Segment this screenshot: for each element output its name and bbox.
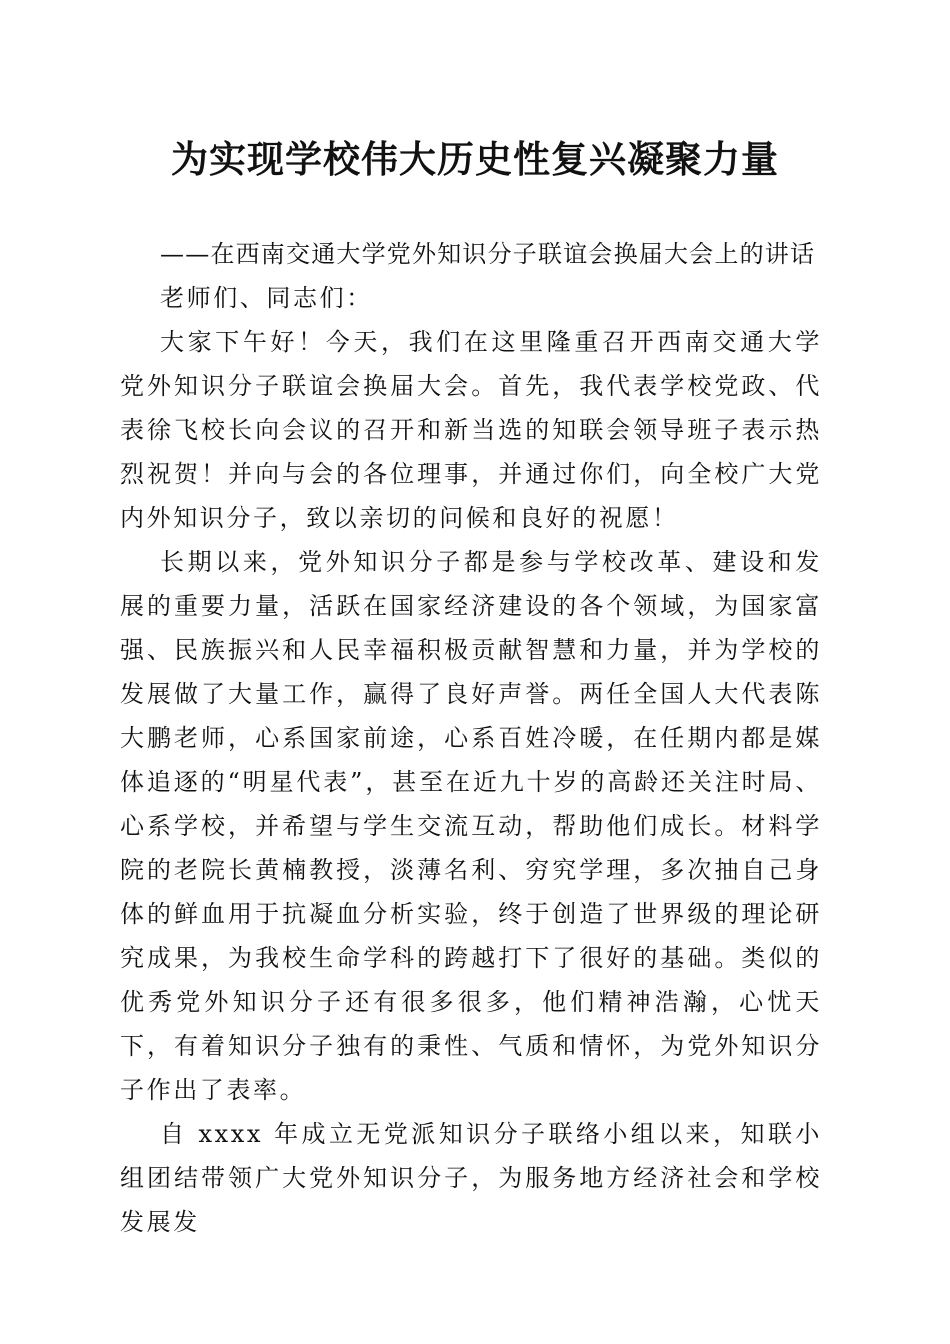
document-body (120, 232, 822, 1244)
paragraph-2: 长期以来，党外知识分子都是参与学校改革、建设和发展的重要力量，活跃在国家经济建设的各个领域，为国家富强、民族振兴和人民幸福积极贡献智慧和力量，并为学校的发展做了大量工作，赢得了良好声誉。两任全国人大代表陈大鹏老师，心系国家前途，心系百姓冷暖，在任期内都是媒体追逐的“明星代表”，甚至在近九十岁的高龄还关注时局、心系学校，并希望与学生交流互动，帮助他们成长。材料学院的老院长黄楠教授，淡薄名利、穷究学理，多次抽自己身体的鲜血用于抗凝血分析实验，终于创造了世界级的理论研究成果，为我校生命学科的跨越打下了很好的基础。类似的优秀党外知识分子还有很多很多，他们精神浩瀚，心忧天下，有着知识分子独有的秉性、气质和情怀，为党外知识分子作出了表率。 (120, 548, 822, 1104)
paragraph-1: 大家下午好！今天，我们在这里隆重召开西南交通大学党外知识分子联谊会换届大会。首先，我代表学校党政、代表徐飞校长向会议的召开和新当选的知联会领导班子表示热烈祝贺！并向与会的各位理事，并通过你们，向全校广大党内外知识分子，致以亲切的问候和良好的祝愿！ (120, 328, 822, 532)
salutation: 老师们、同志们： (160, 284, 373, 312)
paragraph-3: 自 xxxx 年成立无党派知识分子联络小组以来，知联小组团结带领广大党外知识分子，为服务地方经济社会和学校发展发 (120, 1120, 822, 1236)
document-subtitle: ——在西南交通大学党外知识分子联谊会换届大会上的讲话 (160, 240, 816, 268)
document-title: 为实现学校伟大历史性复兴凝聚力量 (171, 138, 779, 181)
